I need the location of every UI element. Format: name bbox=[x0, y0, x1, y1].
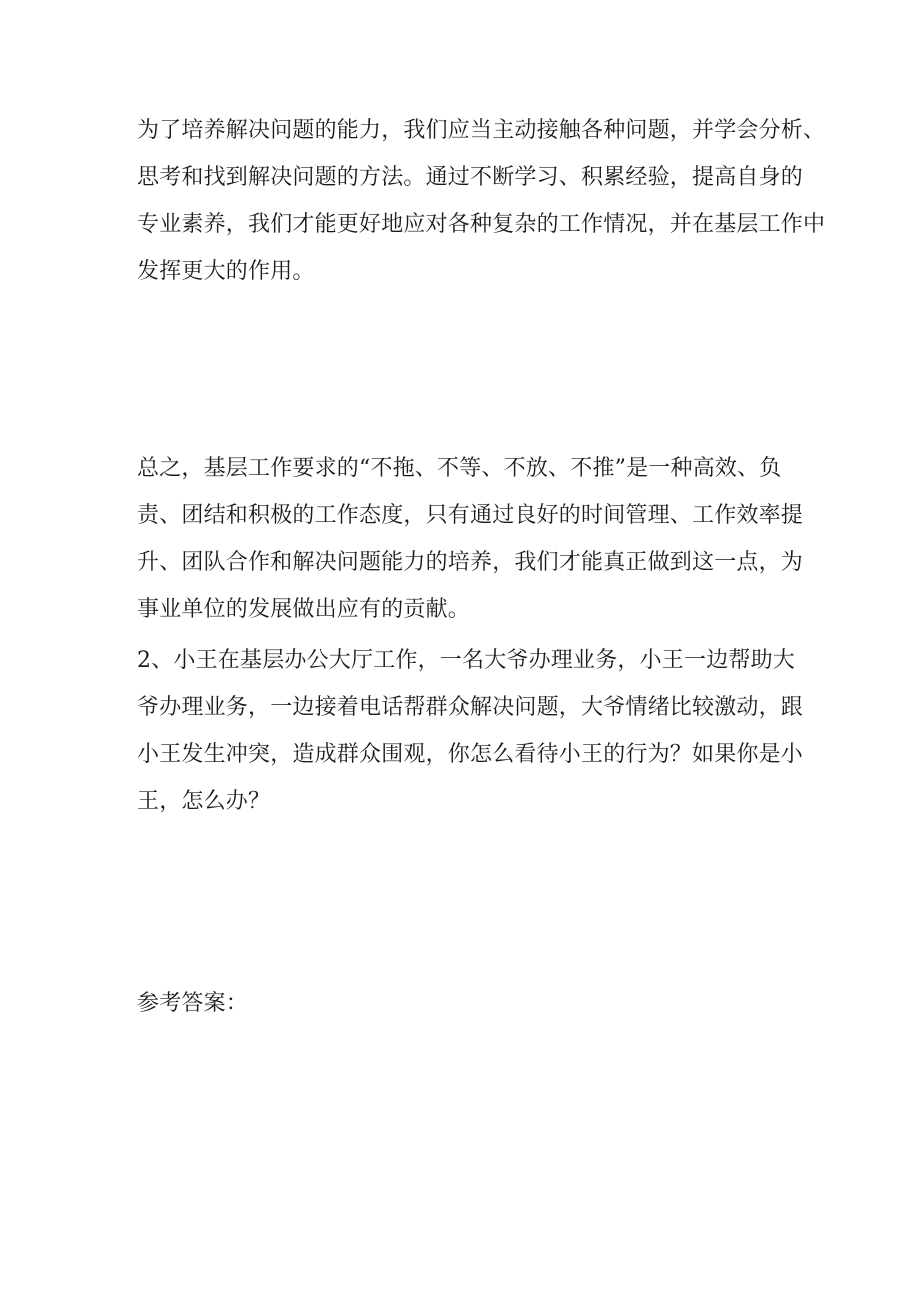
question-2-line-4: 王，怎么办？ bbox=[137, 789, 271, 814]
paragraph-1-line-3: 专业素养，我们才能更好地应对各种复杂的工作情况，并在基层工作中 bbox=[137, 212, 826, 237]
paragraph-2-line-4: 事业单位的发展做出应有的贡献。 bbox=[137, 597, 471, 622]
paragraph-1-line-4: 发挥更大的作用。 bbox=[137, 259, 315, 284]
answer-label: 参考答案： bbox=[137, 991, 249, 1016]
question-2-line-1: 2、小王在基层办公大厅工作，一名大爷办理业务，小王一边帮助大 bbox=[137, 648, 795, 673]
paragraph-2-line-1: 总之，基层工作要求的“不拖、不等、不放、不推”是一种高效、负 bbox=[137, 456, 782, 481]
paragraph-2-line-3: 升、团队合作和解决问题能力的培养，我们才能真正做到这一点，为 bbox=[137, 550, 804, 575]
paragraph-1-line-2: 思考和找到解决问题的方法。通过不断学习、积累经验，提高自身的 bbox=[137, 165, 804, 190]
paragraph-1-line-1: 为了培养解决问题的能力，我们应当主动接触各种问题，并学会分析、 bbox=[137, 118, 826, 143]
question-2-line-2: 爷办理业务，一边接着电话帮群众解决问题，大爷情绪比较激动，跟 bbox=[137, 695, 804, 720]
question-2-line-3: 小王发生冲突，造成群众围观，你怎么看待小王的行为？如果你是小 bbox=[137, 742, 804, 767]
paragraph-2-line-2: 责、团结和积极的工作态度，只有通过良好的时间管理、工作效率提 bbox=[137, 503, 804, 528]
